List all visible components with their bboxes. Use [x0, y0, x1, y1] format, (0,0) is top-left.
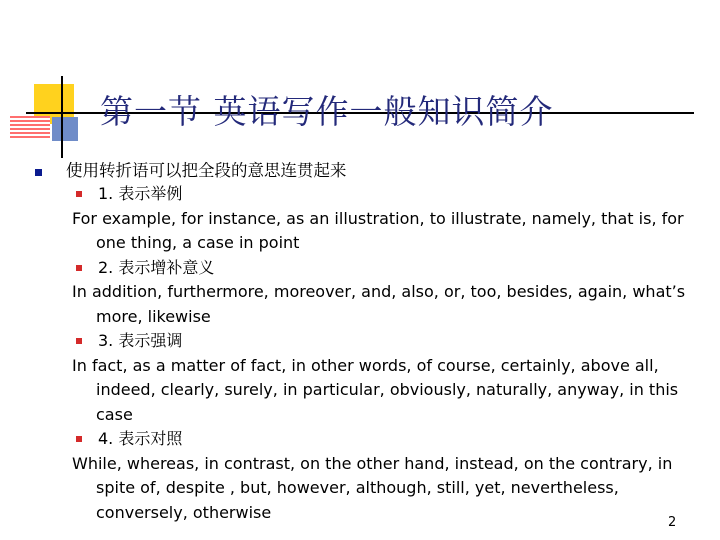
- item-heading: [72, 256, 712, 281]
- decor-pink-striped-square: [10, 116, 50, 140]
- sub-bullet-icon: [76, 338, 82, 344]
- item-heading: [72, 329, 712, 354]
- item-text: In addition, furthermore, moreover, and, also, or, too, besides, again, what’s more, likewise: [72, 282, 686, 326]
- item-label: 1. 表示举例: [98, 184, 183, 203]
- item-heading: [72, 427, 712, 452]
- sub-bullet-icon: [76, 436, 82, 442]
- main-point: 使用转折语可以把全段的意思连贯起来: [66, 161, 347, 180]
- item-label: 3. 表示强调: [98, 331, 183, 350]
- sub-bullet-icon: [76, 265, 82, 271]
- item-text: While, whereas, in contrast, on the other hand, instead, on the contrary, in spite of, despite , but, however, although, still, yet, nevertheless, conversely, otherwise: [72, 453, 673, 522]
- item-label: 2. 表示增补意义: [98, 257, 215, 277]
- slide-title: 第一节 英语写作一般知识简介: [100, 92, 554, 131]
- main-bullet-icon: [35, 169, 42, 176]
- sub-bullet-icon: [76, 191, 82, 197]
- decor-vertical-line: [61, 76, 63, 158]
- item-text: For example, for instance, as an illustration, to illustrate, namely, that is, for one thing, a case in point: [72, 208, 684, 252]
- item-heading: [72, 182, 712, 207]
- item-label: 4. 表示对照: [98, 429, 183, 448]
- item-text: In fact, as a matter of fact, in other words, of course, certainly, above all, indeed, clearly, surely, in particular, obviously, naturally, anyway, in this case: [72, 355, 679, 424]
- page-number: 2: [668, 515, 677, 530]
- decor-blue-square: [52, 117, 78, 141]
- content-body: [72, 182, 712, 525]
